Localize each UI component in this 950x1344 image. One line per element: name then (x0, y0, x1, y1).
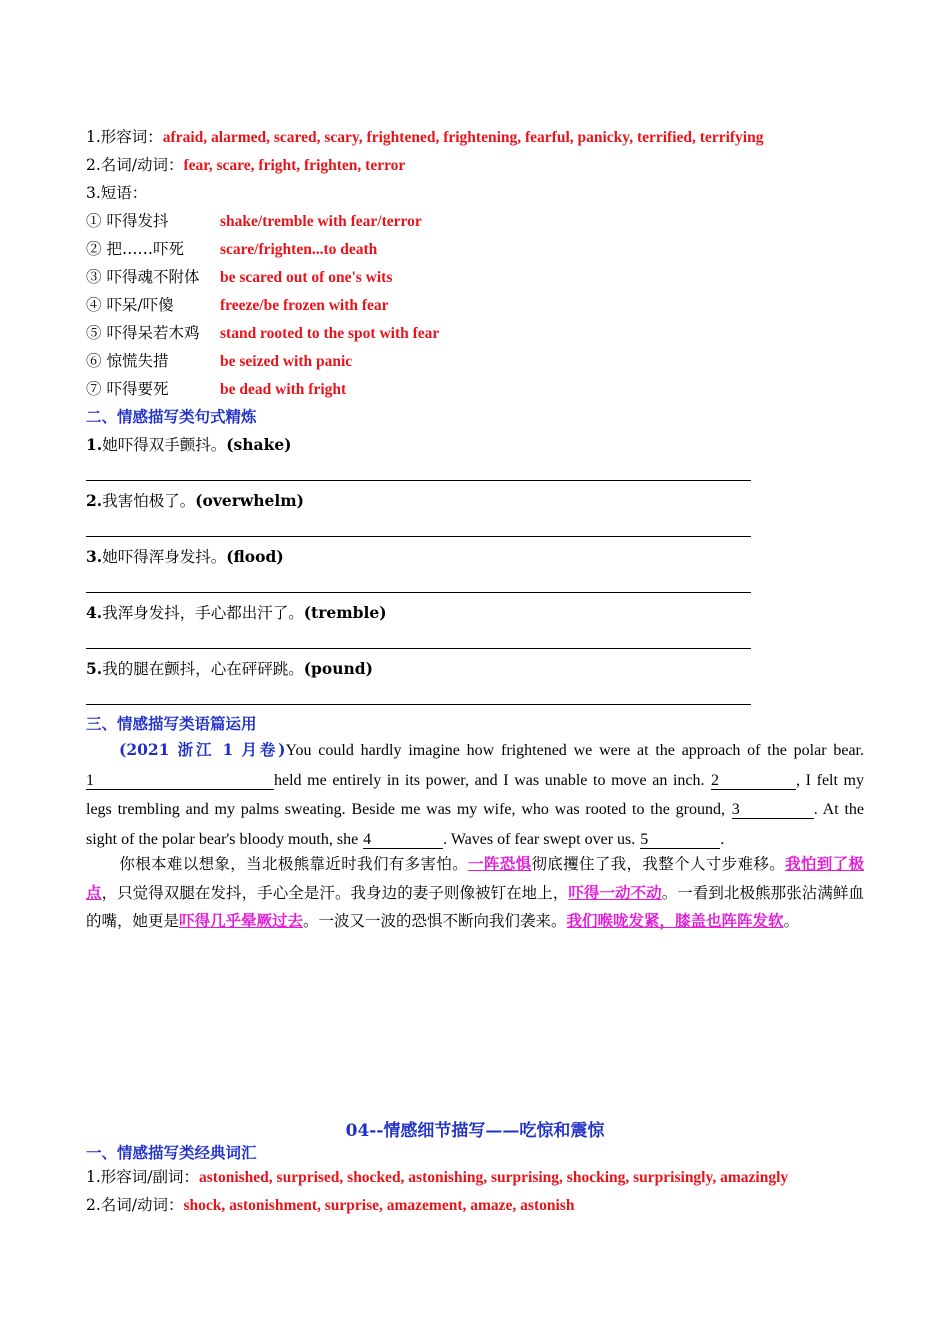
exercise-prompt: 3.她吓得浑身发抖。(flood) (86, 547, 284, 566)
phrase-item: ② 把……吓死 scare/frighten...to death (86, 240, 378, 258)
blank-3[interactable]: 3 (732, 802, 814, 819)
exercise-prompt: 5.我的腿在颤抖，心在砰砰跳。(pound) (86, 659, 373, 678)
phrase-item: ⑦ 吓得要死 be dead with fright (86, 380, 347, 398)
phrase-item: ① 吓得发抖 shake/tremble with fear/terror (86, 212, 422, 230)
noun-verb-line: 2.名词/动词：shock, astonishment, surprise, amazement, amaze, astonish (86, 1196, 575, 1214)
section-heading: 三、情感描写类语篇运用 (86, 714, 257, 733)
section-heading: 一、情感描写类经典词汇 (86, 1143, 257, 1162)
passage-translation: 你根本难以想象，当北极熊靠近时我们有多害怕。一阵恐惧彻底攫住了我，我整个人寸步难移。我怕到了极点，只觉得双腿在发抖，手心全是汗。我身边的妻子则像被钉在地上，吓得一动不动。一看到北极熊那张沾满鲜血的嘴，她更是吓得几乎晕厥过去。一波又一波的恐惧不断向我们袭来。我们喉咙发紧，膝盖也阵阵发软。 (86, 854, 864, 930)
blank-2[interactable]: 2 (711, 773, 796, 790)
phrase-item: ⑤ 吓得呆若木鸡 stand rooted to the spot with fear (86, 324, 440, 342)
phrase-label: 3.短语： (86, 184, 148, 202)
noun-verb-list: fear, scare, fright, frighten, terror (183, 157, 406, 174)
blank-4[interactable]: 4 (363, 832, 443, 849)
answer-line[interactable] (86, 536, 751, 537)
noun-verb-line (86, 155, 405, 176)
section-heading: 二、情感描写类句式精炼 (86, 407, 257, 426)
adjective-label: 1.形容词： (86, 128, 163, 146)
highlight-phrase: 一阵恐惧 (468, 854, 532, 873)
highlight-phrase: 吓得几乎晕厥过去 (179, 911, 304, 930)
chapter-title: 04--情感细节描写——吃惊和震惊 (345, 1121, 605, 1141)
adjective-line: 1.形容词/副词：astonished, surprised, shocked, astonishing, surprising, shocking, surprisingly, amazingly (86, 1168, 789, 1186)
exercise-prompt: 4.我浑身发抖，手心都出汗了。(tremble) (86, 603, 387, 622)
blank-5[interactable]: 5 (640, 832, 720, 849)
answer-line[interactable] (86, 480, 751, 481)
highlight-phrase: 吓得一动不动 (568, 882, 662, 902)
phrase-item: ③ 吓得魂不附体 be scared out of one's wits (86, 268, 393, 286)
blank-1[interactable]: 1 (86, 773, 274, 790)
noun-verb-label: 2.名词/动词： (86, 156, 184, 174)
adjective-line (86, 127, 763, 148)
exercise-prompt: 2.我害怕极了。(overwhelm) (86, 491, 305, 510)
passage-source: (2021 浙江 1 月卷) (119, 740, 286, 759)
highlight-phrase: 我们喉咙发紧，膝盖也阵阵发软 (566, 911, 784, 930)
adjective-list: afraid, alarmed, scared, scary, frightened, frightening, fearful, panicky, terrified, terrifying (162, 129, 764, 146)
answer-line[interactable] (86, 592, 751, 593)
phrase-item: ⑥ 惊慌失措 be seized with panic (86, 352, 353, 370)
passage-english: (2021 浙江 1 月卷)You could hardly imagine how frightened we were at the approach of the polar bear. 1 held me entirely in its power, and I was unable to move an inch. 2 , I felt my legs trembling and my palms sweating. Beside me was my wife, who was rooted to the ground, 3 . At the sight of the polar bear's bloody mouth, she 4 . Waves of fear swept over us. 5 . (86, 740, 865, 848)
highlight-phrase: 我怕到了极点 (86, 854, 864, 902)
answer-line[interactable] (86, 704, 751, 705)
exercise-prompt: 1.她吓得双手颤抖。(shake) (86, 435, 292, 454)
answer-line[interactable] (86, 648, 751, 649)
phrase-item: ④ 吓呆/吓傻 freeze/be frozen with fear (86, 296, 389, 314)
